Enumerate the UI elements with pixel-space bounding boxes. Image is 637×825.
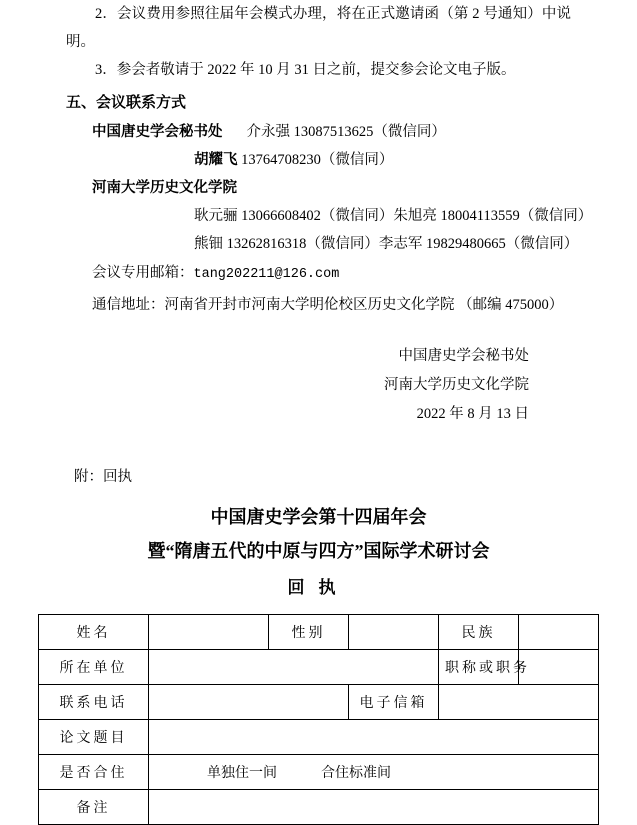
field-label-gender: [269, 615, 349, 650]
field-value-paper-title[interactable]: [149, 720, 599, 755]
conference-email-label: 会议专用邮箱：: [92, 265, 194, 281]
contact-person-2-name: 胡耀飞: [194, 152, 238, 168]
option-single-room[interactable]: 单独住一间: [207, 766, 277, 781]
contact-person-5: [66, 230, 379, 258]
conference-email-line: [66, 258, 571, 290]
mailing-address-line: [66, 290, 571, 320]
contact-person-6-note: （微信同）: [505, 236, 579, 252]
receipt-table: [38, 614, 599, 825]
form-title-line-2: 暨“隋唐五代的中原与四方”国际学术研讨会: [147, 541, 490, 561]
contact-person-2-phone: 13764708230: [241, 152, 321, 168]
table-row: [39, 790, 599, 825]
body-text-block: [0, 0, 637, 84]
label-text: 是否合住: [59, 766, 128, 781]
contact-person-4-phone: 18004113559: [440, 208, 520, 224]
paragraph-2: 2．会议费用参照往届年会模式办理，将在正式邀请函（第 2 号通知）中说明。: [66, 6, 571, 50]
contact-person-4-note: （微信同）: [519, 208, 593, 224]
attachment-label: 附：回执: [74, 469, 132, 485]
field-label-remarks: [39, 790, 149, 825]
room-sharing-options: [155, 762, 592, 782]
label-text: 民族: [461, 626, 496, 641]
field-value-room-sharing[interactable]: [149, 755, 599, 790]
label-text: 备注: [76, 801, 111, 816]
mailing-address-value: 河南省开封市河南大学明伦校区历史文化学院 （邮编 475000）: [164, 297, 564, 313]
conference-email-value: tang202211@126.com: [193, 267, 340, 282]
contact-row-org2-b: [66, 230, 579, 258]
field-value-gender[interactable]: [349, 615, 439, 650]
contact-person-1-name: 介永强: [246, 124, 290, 140]
field-value-ethnicity[interactable]: [519, 615, 599, 650]
table-row: [39, 720, 599, 755]
contact-person-1-note: （微信同）: [373, 124, 446, 140]
table-row: [39, 615, 599, 650]
contact-person-2-note: （微信同）: [320, 152, 394, 168]
contact-row-org2-a: [66, 202, 593, 230]
org2-name: 河南大学历史文化学院: [92, 180, 237, 196]
contact-person-5-name: 熊钿: [194, 236, 223, 252]
label-text: 论文题目: [59, 731, 128, 746]
contact-person-1: [247, 118, 446, 146]
field-label-paper-title: [39, 720, 149, 755]
contact-person-5-note: （微信同）: [306, 236, 379, 252]
label-text: 姓名: [76, 626, 111, 641]
contact-row-org1: [66, 118, 571, 146]
signature-date: 2022 年 8 月 13 日: [416, 406, 529, 422]
paragraph-3: 3．参会者敬请于 2022 年 10 月 31 日之前，提交参会论文电子版。: [95, 62, 516, 78]
label-text: 电子信箱: [359, 696, 428, 711]
table-row: [39, 755, 599, 790]
field-value-remarks[interactable]: [149, 790, 599, 825]
contact-row-org1-b: [66, 146, 571, 174]
contact-person-4: [393, 202, 592, 230]
contact-person-1-phone: 13087513625: [293, 124, 374, 140]
contact-person-6: [379, 230, 578, 258]
field-label-ethnicity: [439, 615, 519, 650]
contact-person-3: [66, 202, 393, 230]
field-value-phone[interactable]: [149, 685, 349, 720]
field-value-email[interactable]: [439, 685, 599, 720]
field-label-email: [349, 685, 439, 720]
signature-line-2: 河南大学历史文化学院: [384, 377, 529, 393]
field-label-title: [439, 650, 530, 685]
signature-line-1: 中国唐史学会秘书处: [398, 348, 529, 364]
signature-block: [0, 342, 637, 429]
field-label-room-sharing: [39, 755, 149, 790]
table-row: [39, 685, 599, 720]
contact-person-5-phone: 13262816318: [226, 236, 307, 252]
label-text: 性别: [291, 626, 326, 641]
field-value-name[interactable]: [149, 615, 269, 650]
contact-person-4-name: 朱旭亮: [393, 208, 437, 224]
label-text: 职称或职务: [445, 661, 530, 676]
contact-row-org2: [66, 174, 571, 202]
option-shared-room[interactable]: 合住标准间: [321, 766, 391, 781]
label-text: 所在单位: [59, 661, 128, 676]
contact-person-3-note: （微信同）: [320, 208, 394, 224]
org1-name: 中国唐史学会秘书处: [92, 124, 223, 140]
contact-person-6-phone: 19829480665: [426, 236, 506, 252]
contact-block: [0, 118, 637, 320]
contact-person-3-phone: 13066608402: [241, 208, 321, 224]
field-label-institution: [39, 650, 149, 685]
label-text: 联系电话: [59, 696, 128, 711]
mailing-address-label: 通信地址：: [92, 297, 165, 313]
field-value-institution[interactable]: [149, 650, 439, 685]
contact-person-2: [66, 146, 393, 174]
field-label-phone: [39, 685, 149, 720]
section-heading-contact: 五、会议联系方式: [66, 95, 187, 111]
field-value-title[interactable]: [519, 650, 599, 685]
field-label-name: [39, 615, 149, 650]
contact-person-3-name: 耿元骊: [194, 208, 238, 224]
contact-person-6-name: 李志军: [378, 236, 423, 252]
table-row: [39, 650, 599, 685]
form-title-line-3: 回执: [287, 578, 350, 597]
form-title-line-1: 中国唐史学会第十四届年会: [210, 507, 427, 527]
